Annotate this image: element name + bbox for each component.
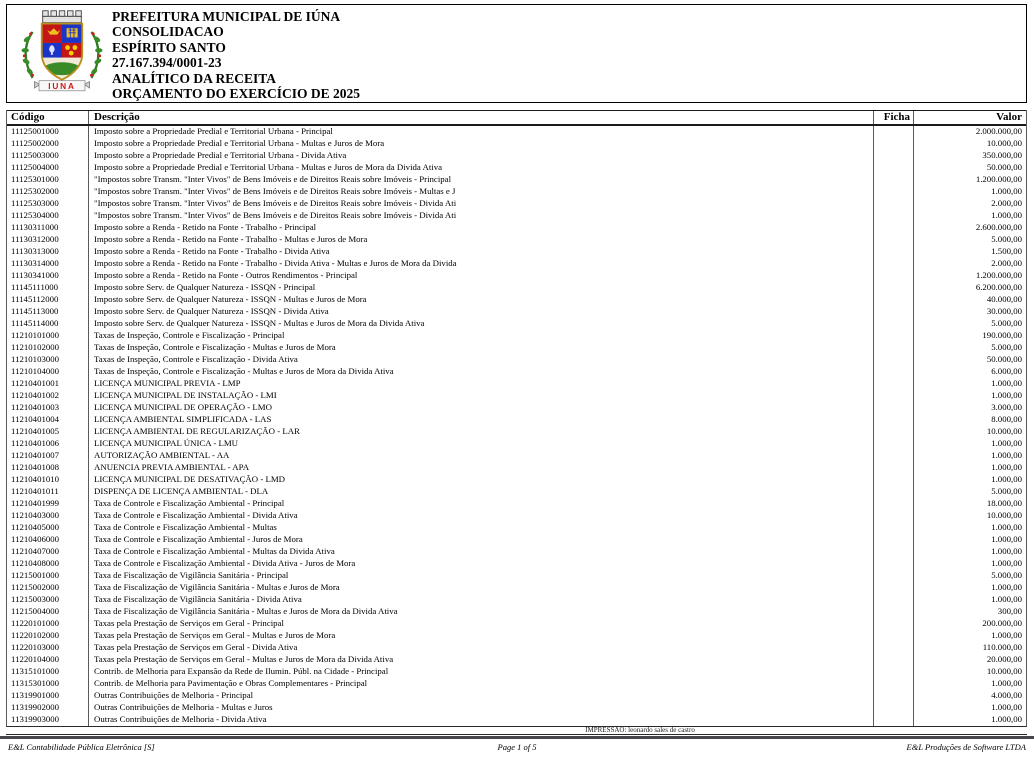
table-header-row — [7, 110, 1026, 126]
code-cell: 11210401010 — [11, 474, 60, 484]
valor-cell: 5.000,00 — [913, 318, 1026, 330]
ficha-cell — [873, 522, 913, 534]
valor-cell: 6.000,00 — [913, 366, 1026, 378]
code-cell: 11210401007 — [11, 450, 60, 460]
table-row — [7, 690, 1026, 702]
valor-cell: 2.600.000,00 — [913, 222, 1026, 234]
code-cell: 11125003000 — [11, 150, 59, 160]
ficha-cell — [873, 306, 913, 318]
table-row — [7, 294, 1026, 306]
valor-cell: 40.000,00 — [913, 294, 1026, 306]
ficha-cell — [873, 630, 913, 642]
table-row — [7, 270, 1026, 282]
valor-cell: 4.000,00 — [913, 690, 1026, 702]
code-cell: 11210401003 — [11, 402, 60, 412]
valor-cell: 1.000,00 — [913, 594, 1026, 606]
table-row — [7, 678, 1026, 690]
table-row — [7, 630, 1026, 642]
description-cell: Imposto sobre a Propriedade Predial e Territorial Urbana - Principal — [88, 126, 873, 138]
table-row — [7, 714, 1026, 726]
code-cell: 11130314000 — [11, 258, 59, 268]
code-cell: 11210103000 — [11, 354, 60, 364]
ficha-cell — [873, 678, 913, 690]
ficha-cell — [873, 210, 913, 222]
table-row — [7, 174, 1026, 186]
table-row — [7, 150, 1026, 162]
ficha-cell — [873, 138, 913, 150]
code-cell: 11130341000 — [11, 270, 59, 280]
code-cell: 11125004000 — [11, 162, 59, 172]
footer-company-name: E&L Produções de Software LTDA — [906, 742, 1026, 752]
description-cell: Imposto sobre a Renda - Retido na Fonte - Trabalho - Multas e Juros de Mora — [88, 234, 873, 246]
valor-cell: 1.500,00 — [913, 246, 1026, 258]
valor-cell: 10.000,00 — [913, 138, 1026, 150]
valor-cell: 10.000,00 — [913, 666, 1026, 678]
ficha-cell — [873, 666, 913, 678]
table-row — [7, 702, 1026, 714]
description-cell: Imposto sobre a Renda - Retido na Fonte - Trabalho - Divida Ativa — [88, 246, 873, 258]
footer-divider-thick — [0, 736, 1034, 739]
footer-divider-thin — [6, 734, 1027, 735]
valor-cell: 1.000,00 — [913, 630, 1026, 642]
valor-cell: 2.000,00 — [913, 258, 1026, 270]
header-state: ESPÍRITO SANTO — [112, 39, 226, 55]
valor-cell: 1.000,00 — [913, 462, 1026, 474]
table-row — [7, 582, 1026, 594]
valor-cell: 1.000,00 — [913, 390, 1026, 402]
ficha-cell — [873, 618, 913, 630]
ficha-cell — [873, 714, 913, 726]
code-cell: 11210101000 — [11, 330, 60, 340]
valor-cell: 1.000,00 — [913, 714, 1026, 726]
code-cell: 11210401005 — [11, 426, 60, 436]
ficha-cell — [873, 534, 913, 546]
valor-cell: 30.000,00 — [913, 306, 1026, 318]
description-cell: Imposto sobre a Propriedade Predial e Territorial Urbana - Multas e Juros de Mora da Divida Ativa — [88, 162, 873, 174]
table-row — [7, 414, 1026, 426]
valor-cell: 1.000,00 — [913, 378, 1026, 390]
code-cell: 11215003000 — [11, 594, 60, 604]
description-cell: "Impostos sobre Transm. "Inter Vivos" de Bens Imóveis e de Direitos Reais sobre Imóveis - Divida Ati — [88, 210, 873, 222]
code-cell: 11125301000 — [11, 174, 59, 184]
description-cell: Taxas de Inspeção, Controle e Fiscalização - Divida Ativa — [88, 354, 873, 366]
description-cell: "Impostos sobre Transm. "Inter Vivos" de Bens Imóveis e de Direitos Reais sobre Imóveis - Divida Ati — [88, 198, 873, 210]
code-cell: 11210401002 — [11, 390, 60, 400]
valor-cell: 50.000,00 — [913, 162, 1026, 174]
ficha-cell — [873, 258, 913, 270]
description-cell: Taxas pela Prestação de Serviços em Geral - Multas e Juros de Mora — [88, 630, 873, 642]
description-cell: Imposto sobre a Renda - Retido na Fonte - Trabalho - Principal — [88, 222, 873, 234]
ficha-cell — [873, 282, 913, 294]
footer-software-name: E&L Contabilidade Pública Eletrônica [S] — [8, 742, 155, 752]
table-row — [7, 606, 1026, 618]
description-cell: LICENÇA AMBIENTAL SIMPLIFICADA - LAS — [88, 414, 873, 426]
valor-cell: 6.200.000,00 — [913, 282, 1026, 294]
valor-cell: 1.000,00 — [913, 210, 1026, 222]
table-row — [7, 462, 1026, 474]
code-cell: 11125001000 — [11, 126, 59, 136]
description-cell: Taxa de Controle e Fiscalização Ambiental - Divida Ativa — [88, 510, 873, 522]
code-cell: 11210401006 — [11, 438, 60, 448]
ficha-cell — [873, 414, 913, 426]
ficha-cell — [873, 318, 913, 330]
description-cell: Taxa de Fiscalização de Vigilância Sanitária - Divida Ativa — [88, 594, 873, 606]
table-row — [7, 222, 1026, 234]
description-cell: Taxa de Controle e Fiscalização Ambiental - Multas — [88, 522, 873, 534]
ficha-cell — [873, 366, 913, 378]
description-cell: DISPENÇA DE LICENÇA AMBIENTAL - DLA — [88, 486, 873, 498]
header-entity-name: PREFEITURA MUNICIPAL DE IÚNA — [112, 9, 341, 24]
code-cell: 11215001000 — [11, 570, 60, 580]
table-row — [7, 390, 1026, 402]
valor-cell: 1.000,00 — [913, 702, 1026, 714]
valor-cell: 1.000,00 — [913, 534, 1026, 546]
municipal-coat-of-arms-icon — [15, 8, 109, 100]
description-cell: Taxas de Inspeção, Controle e Fiscalização - Principal — [88, 330, 873, 342]
table-row — [7, 534, 1026, 546]
table-row — [7, 378, 1026, 390]
table-row — [7, 234, 1026, 246]
valor-cell: 2.000.000,00 — [913, 126, 1026, 138]
code-cell: 11319903000 — [11, 714, 60, 724]
description-cell: LICENÇA MUNICIPAL PREVIA - LMP — [88, 378, 873, 390]
column-header-descricao: Descrição — [88, 111, 873, 124]
valor-cell: 3.000,00 — [913, 402, 1026, 414]
description-cell: LICENÇA MUNICIPAL DE OPERAÇÃO - LMO — [88, 402, 873, 414]
ficha-cell — [873, 162, 913, 174]
ficha-cell — [873, 438, 913, 450]
code-cell: 11145113000 — [11, 306, 59, 316]
code-cell: 11210401001 — [11, 378, 60, 388]
table-row — [7, 666, 1026, 678]
table-row — [7, 426, 1026, 438]
description-cell: Taxa de Controle e Fiscalização Ambiental - Juros de Mora — [88, 534, 873, 546]
table-row — [7, 258, 1026, 270]
valor-cell: 10.000,00 — [913, 510, 1026, 522]
code-cell: 11215002000 — [11, 582, 60, 592]
description-cell: Imposto sobre a Propriedade Predial e Territorial Urbana - Divida Ativa — [88, 150, 873, 162]
valor-cell: 1.000,00 — [913, 438, 1026, 450]
table-row — [7, 642, 1026, 654]
table-row — [7, 402, 1026, 414]
code-cell: 11210104000 — [11, 366, 60, 376]
ficha-cell — [873, 402, 913, 414]
table-row — [7, 198, 1026, 210]
code-cell: 11220103000 — [11, 642, 60, 652]
valor-cell: 10.000,00 — [913, 426, 1026, 438]
description-cell: Imposto sobre Serv. de Qualquer Natureza - ISSQN - Divida Ativa — [88, 306, 873, 318]
ficha-cell — [873, 150, 913, 162]
table-row — [7, 318, 1026, 330]
ficha-cell — [873, 486, 913, 498]
header-cnpj: 27.167.394/0001-23 — [112, 55, 222, 71]
ficha-cell — [873, 546, 913, 558]
ficha-cell — [873, 126, 913, 138]
table-row — [7, 306, 1026, 318]
header-report-title: ANALÍTICO DA RECEITA — [112, 70, 277, 86]
table-row — [7, 498, 1026, 510]
description-cell: Imposto sobre Serv. de Qualquer Natureza - ISSQN - Multas e Juros de Mora da Divida Ativa — [88, 318, 873, 330]
description-cell: Taxa de Controle e Fiscalização Ambiental - Divida Ativa - Juros de Mora — [88, 558, 873, 570]
page-footer — [8, 742, 1026, 752]
description-cell: ANUENCIA PREVIA AMBIENTAL - APA — [88, 462, 873, 474]
ficha-cell — [873, 462, 913, 474]
code-cell: 11130313000 — [11, 246, 59, 256]
ficha-cell — [873, 570, 913, 582]
ficha-cell — [873, 510, 913, 522]
description-cell: AUTORIZAÇÃO AMBIENTAL - AA — [88, 450, 873, 462]
valor-cell: 110.000,00 — [913, 642, 1026, 654]
valor-cell: 5.000,00 — [913, 486, 1026, 498]
valor-cell: 8.000,00 — [913, 414, 1026, 426]
revenue-table — [6, 110, 1027, 727]
ficha-cell — [873, 174, 913, 186]
ficha-cell — [873, 234, 913, 246]
ficha-cell — [873, 606, 913, 618]
valor-cell: 1.200.000,00 — [913, 270, 1026, 282]
column-header-ficha: Ficha — [873, 111, 913, 124]
column-header-valor: Valor — [913, 111, 1026, 124]
ficha-cell — [873, 654, 913, 666]
valor-cell: 1.000,00 — [913, 474, 1026, 486]
ficha-cell — [873, 450, 913, 462]
table-row — [7, 246, 1026, 258]
table-row — [7, 486, 1026, 498]
table-row — [7, 618, 1026, 630]
valor-cell: 50.000,00 — [913, 354, 1026, 366]
ficha-cell — [873, 426, 913, 438]
code-cell: 11220101000 — [11, 618, 60, 628]
valor-cell: 1.000,00 — [913, 546, 1026, 558]
valor-cell: 1.000,00 — [913, 678, 1026, 690]
code-cell: 11125002000 — [11, 138, 59, 148]
description-cell: Imposto sobre a Renda - Retido na Fonte - Outros Rendimentos - Principal — [88, 270, 873, 282]
header-consolidation: CONSOLIDACAO — [112, 24, 224, 40]
column-header-codigo: Código — [11, 111, 45, 123]
table-row — [7, 282, 1026, 294]
valor-cell: 5.000,00 — [913, 570, 1026, 582]
code-cell: 11210401004 — [11, 414, 60, 424]
ficha-cell — [873, 558, 913, 570]
table-row — [7, 210, 1026, 222]
description-cell: Imposto sobre Serv. de Qualquer Natureza - ISSQN - Principal — [88, 282, 873, 294]
code-cell: 11145112000 — [11, 294, 59, 304]
code-cell: 11210405000 — [11, 522, 60, 532]
valor-cell: 350.000,00 — [913, 150, 1026, 162]
code-cell: 11220102000 — [11, 630, 60, 640]
description-cell: Imposto sobre Serv. de Qualquer Natureza - ISSQN - Multas e Juros de Mora — [88, 294, 873, 306]
code-cell: 11210401008 — [11, 462, 60, 472]
code-cell: 11130311000 — [11, 222, 59, 232]
description-cell: Taxa de Controle e Fiscalização Ambiental - Principal — [88, 498, 873, 510]
table-row — [7, 366, 1026, 378]
table-row — [7, 510, 1026, 522]
description-cell: Taxa de Fiscalização de Vigilância Sanitária - Multas e Juros de Mora da Divida Ativa — [88, 606, 873, 618]
description-cell: Imposto sobre a Renda - Retido na Fonte - Trabalho - Divida Ativa - Multas e Juros de Mora da Divida — [88, 258, 873, 270]
description-cell: Taxas de Inspeção, Controle e Fiscalização - Multas e Juros de Mora da Divida Ativa — [88, 366, 873, 378]
description-cell: LICENÇA MUNICIPAL ÚNICA - LMU — [88, 438, 873, 450]
ficha-cell — [873, 642, 913, 654]
description-cell: Outras Contribuições de Melhoria - Divida Ativa — [88, 714, 873, 726]
code-cell: 11145114000 — [11, 318, 59, 328]
table-row — [7, 450, 1026, 462]
table-row — [7, 162, 1026, 174]
printed-by-note: IMPRESSÃO: leonardo sales de castro — [585, 726, 695, 734]
description-cell: Taxa de Controle e Fiscalização Ambiental - Multas da Divida Ativa — [88, 546, 873, 558]
valor-cell: 1.000,00 — [913, 522, 1026, 534]
table-body — [7, 126, 1026, 726]
ficha-cell — [873, 342, 913, 354]
table-row — [7, 138, 1026, 150]
description-cell: Outras Contribuições de Melhoria - Principal — [88, 690, 873, 702]
description-cell: Taxas pela Prestação de Serviços em Geral - Divida Ativa — [88, 642, 873, 654]
ficha-cell — [873, 198, 913, 210]
ficha-cell — [873, 702, 913, 714]
valor-cell: 1.000,00 — [913, 582, 1026, 594]
header-budget-year: ORÇAMENTO DO EXERCÍCIO DE 2025 — [112, 86, 361, 102]
valor-cell: 1.200.000,00 — [913, 174, 1026, 186]
code-cell: 11125304000 — [11, 210, 59, 220]
table-row — [7, 354, 1026, 366]
description-cell: Taxa de Fiscalização de Vigilância Sanitária - Principal — [88, 570, 873, 582]
description-cell: Contrib. de Melhoria para Pavimentação e Obras Complementares - Principal — [88, 678, 873, 690]
description-cell: Taxa de Fiscalização de Vigilância Sanitária - Multas e Juros de Mora — [88, 582, 873, 594]
valor-cell: 1.000,00 — [913, 450, 1026, 462]
valor-cell: 1.000,00 — [913, 186, 1026, 198]
valor-cell: 5.000,00 — [913, 234, 1026, 246]
code-cell: 11210401999 — [11, 498, 60, 508]
valor-cell: 1.000,00 — [913, 558, 1026, 570]
code-cell: 11125302000 — [11, 186, 59, 196]
table-row — [7, 330, 1026, 342]
description-cell: LICENÇA MUNICIPAL DE INSTALAÇÃO - LMI — [88, 390, 873, 402]
table-row — [7, 474, 1026, 486]
ficha-cell — [873, 390, 913, 402]
footer-page-number: Page 1 of 5 — [497, 742, 537, 752]
description-cell: "Impostos sobre Transm. "Inter Vivos" de Bens Imóveis e de Direitos Reais sobre Imóveis - Multas e J — [88, 186, 873, 198]
valor-cell: 300,00 — [913, 606, 1026, 618]
table-row — [7, 342, 1026, 354]
table-row — [7, 654, 1026, 666]
report-header — [6, 4, 1027, 103]
description-cell: Imposto sobre a Propriedade Predial e Territorial Urbana - Multas e Juros de Mora — [88, 138, 873, 150]
header-title-block — [112, 9, 360, 101]
description-cell: Taxas pela Prestação de Serviços em Geral - Principal — [88, 618, 873, 630]
ficha-cell — [873, 246, 913, 258]
table-row — [7, 438, 1026, 450]
ficha-cell — [873, 270, 913, 282]
description-cell: "Impostos sobre Transm. "Inter Vivos" de Bens Imóveis e de Direitos Reais sobre Imóveis - Principal — [88, 174, 873, 186]
valor-cell: 5.000,00 — [913, 342, 1026, 354]
code-cell: 11315101000 — [11, 666, 60, 676]
code-cell: 11210102000 — [11, 342, 60, 352]
description-cell: Taxas de Inspeção, Controle e Fiscalização - Multas e Juros de Mora — [88, 342, 873, 354]
ficha-cell — [873, 186, 913, 198]
code-cell: 11210407000 — [11, 546, 60, 556]
code-cell: 11215004000 — [11, 606, 60, 616]
description-cell: LICENÇA MUNICIPAL DE DESATIVAÇÃO - LMD — [88, 474, 873, 486]
ficha-cell — [873, 378, 913, 390]
code-cell: 11220104000 — [11, 654, 60, 664]
ficha-cell — [873, 294, 913, 306]
valor-cell: 190.000,00 — [913, 330, 1026, 342]
table-row — [7, 594, 1026, 606]
table-row — [7, 558, 1026, 570]
ficha-cell — [873, 222, 913, 234]
valor-cell: 2.000,00 — [913, 198, 1026, 210]
table-row — [7, 570, 1026, 582]
code-cell: 11315301000 — [11, 678, 60, 688]
table-row — [7, 546, 1026, 558]
code-cell: 11210403000 — [11, 510, 60, 520]
ficha-cell — [873, 354, 913, 366]
code-cell: 11145111000 — [11, 282, 59, 292]
valor-cell: 18.000,00 — [913, 498, 1026, 510]
ficha-cell — [873, 582, 913, 594]
ficha-cell — [873, 498, 913, 510]
valor-cell: 200.000,00 — [913, 618, 1026, 630]
table-row — [7, 126, 1026, 138]
ficha-cell — [873, 690, 913, 702]
code-cell: 11210406000 — [11, 534, 60, 544]
table-row — [7, 522, 1026, 534]
description-cell: Taxas pela Prestação de Serviços em Geral - Multas e Juros de Mora da Divida Ativa — [88, 654, 873, 666]
valor-cell: 20.000,00 — [913, 654, 1026, 666]
table-row — [7, 186, 1026, 198]
description-cell: LICENÇA AMBIENTAL DE REGULARIZAÇÃO - LAR — [88, 426, 873, 438]
ficha-cell — [873, 594, 913, 606]
code-cell: 11210408000 — [11, 558, 60, 568]
ficha-cell — [873, 474, 913, 486]
code-cell: 11319901000 — [11, 690, 60, 700]
ficha-cell — [873, 330, 913, 342]
code-cell: 11130312000 — [11, 234, 59, 244]
description-cell: Outras Contribuições de Melhoria - Multas e Juros — [88, 702, 873, 714]
description-cell: Contrib. de Melhoria para Expansão da Rede de Ilumin. Públ. na Cidade - Principal — [88, 666, 873, 678]
code-cell: 11125303000 — [11, 198, 59, 208]
logo-banner-text: IUNA — [48, 81, 76, 91]
code-cell: 11210401011 — [11, 486, 59, 496]
code-cell: 11319902000 — [11, 702, 60, 712]
